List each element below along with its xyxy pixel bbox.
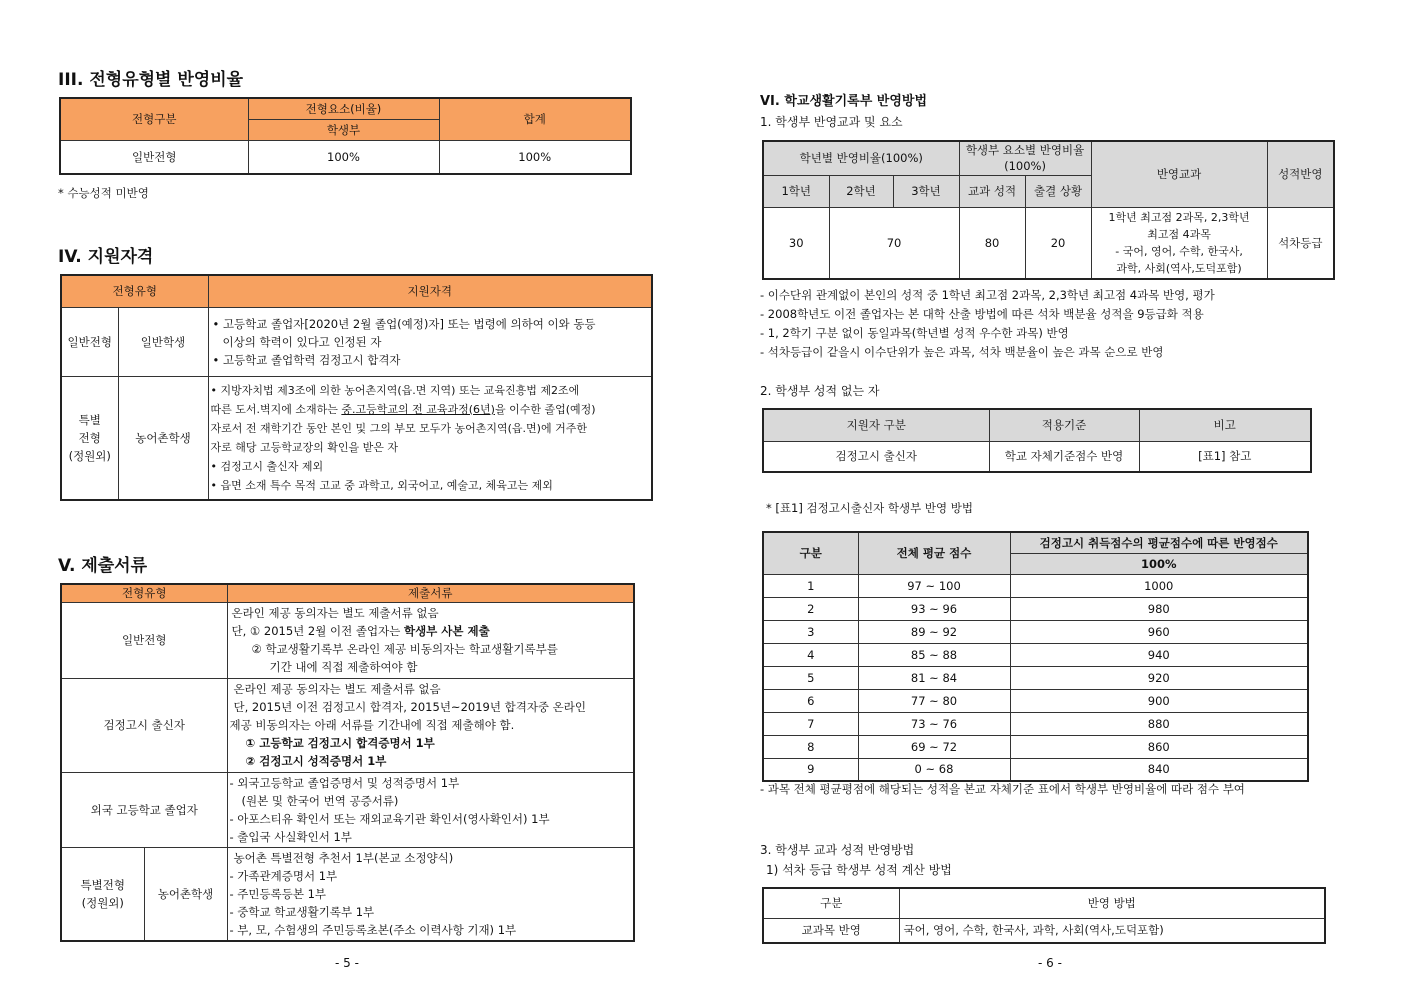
doc-line: (원본 및 한국어 번역 공증서류) [241,793,399,808]
doc-line: - 아포스티유 확인서 또는 재외교육기관 확인서(영사확인서) 1부 [229,811,550,826]
header-year-3: 3학년 [893,175,959,207]
special-line: (정원외) [81,895,124,910]
qual-line: 자로서 전 재학기간 동안 본인 및 그의 부모 모두가 농어촌지역(읍.면)에 거주한 [210,421,587,435]
special-line: 특별 [78,412,101,427]
table-row [763,620,1308,643]
cell-range: 97 ~ 100 [858,574,1010,597]
ged-rows [763,574,1308,781]
cell-rural-student: 농어촌학생 [118,376,208,500]
cell-range: 77 ~ 80 [858,689,1010,712]
qual-text: 을 이수한 졸업(예정) [494,402,596,416]
cell-general-docs [227,602,634,678]
cell-score: 960 [1010,620,1308,643]
qual-line: • 읍면 소재 특수 목적 고교 중 과학고, 외국어고, 예술고, 체육고는 제외 [210,478,553,492]
doc-line: - 주민등록등본 1부 [229,886,327,901]
table-row [763,666,1308,689]
documents-table [60,583,635,942]
cell-rural-docs [227,847,634,941]
header-year-2: 2학년 [829,175,893,207]
cell-score: 980 [1010,597,1308,620]
header-type: 전형유형 [61,275,208,307]
qual-line: • 고등학교 졸업자[2020년 2월 졸업(예정)자] 또는 법령에 의하여 이와 동등 [212,316,596,331]
cell-division: 교과목 반영 [763,918,899,943]
cell-rural-student: 농어촌학생 [144,847,227,941]
cell-applicant: 검정고시 출신자 [763,441,989,472]
cell-general: 일반전형 [61,307,118,376]
subsection-3-title: 3. 학생부 교과 성적 반영방법 [760,843,915,857]
doc-line: - 부, 모, 수험생의 주민등록초본(주소 이력사항 기재) 1부 [229,922,517,937]
subject-line: 1학년 최고점 2과목, 2,3학년 [1108,210,1250,224]
doc-bold: 학생부 사본 제출 [403,624,490,638]
cell-general-student: 일반학생 [118,307,208,376]
table-row [763,574,1308,597]
section-5-title: V. 제출서류 [58,556,148,576]
cell-range: 69 ~ 72 [858,735,1010,758]
note-line: - 1, 2학기 구분 없이 동일과목(학년별 성적 우수한 과목) 반영 [760,326,1069,340]
doc-line: - 출입국 사실확인서 1부 [229,829,352,844]
header-year-ratio: 학년별 반영비율(100%) [763,141,959,175]
header-type: 전형구분 [60,98,248,140]
qual-line: 이상의 학력이 있다고 인정된 자 [222,334,382,349]
doc-line: 온라인 제공 동의자는 별도 제출서류 없음 [233,682,441,696]
cell-ged: 검정고시 출신자 [61,678,227,772]
cell-n: 4 [763,643,858,666]
cell-n: 5 [763,666,858,689]
header-total: 합계 [439,98,631,140]
special-line: 전형 [78,430,101,445]
reflection-table [762,140,1335,280]
table-row [763,735,1308,758]
cell-score: 920 [1010,666,1308,689]
subsection-1-title: 1. 학생부 반영교과 및 요소 [760,115,903,129]
no-record-table [762,408,1312,473]
note-line: - 2008학년도 이전 졸업자는 본 대학 산출 방법에 따른 석차 백분율 성적을 9등급화 적용 [760,307,1204,321]
doc-line: 농어촌 특별전형 추천서 1부(본교 소정양식) [233,850,454,865]
qual-line: • 고등학교 졸업학력 검정고시 합격자 [212,352,401,367]
subject-line: 과학, 사회(역사,도덕포함) [1116,261,1242,275]
header-subject: 반영교과 [1091,141,1267,207]
subsection-3-1-title: 1) 석차 등급 학생부 성적 계산 방법 [766,863,952,877]
ged-table [762,531,1309,782]
cell-n: 9 [763,758,858,781]
qual-text: 따른 도서.벽지에 소재하는 [210,402,342,416]
header-attendance: 출결 상황 [1025,175,1091,207]
doc-text: 단, ① 2015년 2월 이전 졸업자는 [231,624,404,638]
ratio-table [59,97,632,175]
cell-type: 일반전형 [60,140,248,174]
cell-range: 89 ~ 92 [858,620,1010,643]
header-division: 구분 [763,888,899,918]
table-row [763,712,1308,735]
header-subject-score: 교과 성적 [959,175,1025,207]
cell-ged-docs [227,678,634,772]
note-line: - 이수단위 관계없이 본인의 성적 중 1학년 최고점 2과목, 2,3학년 최고점 4과목 반영, 평가 [760,288,1215,302]
cell-attendance: 20 [1025,207,1091,279]
cell-n: 6 [763,689,858,712]
qual-line: • 검정고시 출신자 제외 [210,459,324,473]
table-row [763,643,1308,666]
cell-score: 840 [1010,758,1308,781]
doc-bold: ① 고등학교 검정고시 합격증명서 1부 [245,736,435,750]
special-line: 특별전형 [80,877,125,892]
header-average: 전체 평균 점수 [858,532,1010,574]
cell-year-23: 70 [829,207,959,279]
special-line: (정원외) [68,448,111,463]
cell-score: 80 [959,207,1025,279]
cell-rural-qual [208,376,652,500]
subject-line: 최고점 4과목 [1147,227,1211,241]
table-row [763,689,1308,712]
header-remark: 비고 [1139,409,1311,441]
doc-line: 온라인 제공 동의자는 별도 제출서류 없음 [231,606,439,620]
page-number-left: - 5 - [335,956,359,970]
cell-total: 100% [439,140,631,174]
note-csat: * 수능성적 미반영 [58,186,149,200]
table-row [763,597,1308,620]
cell-score: 900 [1010,689,1308,712]
section-3-title: III. 전형유형별 반영비율 [58,70,244,90]
cell-n: 3 [763,620,858,643]
qualification-table [60,274,653,501]
header-qualification: 지원자격 [208,275,652,307]
notes-1 [760,286,1215,362]
cell-n: 2 [763,597,858,620]
doc-line: ② 학교생활기록부 온라인 제공 비동의자는 학교생활기록부를 [251,642,558,656]
doc-line: 제공 비동의자는 아래 서류를 기간내에 직접 제출해야 함. [229,718,515,732]
page-number-right: - 6 - [1038,956,1062,970]
doc-line: - 가족관계증명서 1부 [229,868,338,883]
cell-foreign-docs [227,772,634,847]
cell-score: 860 [1010,735,1308,758]
cell-range: 85 ~ 88 [858,643,1010,666]
cell-grade: 석차등급 [1267,207,1334,279]
doc-line: 기간 내에 직접 제출하여야 함 [269,660,418,674]
cell-n: 7 [763,712,858,735]
header-docs: 제출서류 [227,584,634,602]
header-100: 100% [1010,553,1308,574]
cell-range: 93 ~ 96 [858,597,1010,620]
cell-n: 8 [763,735,858,758]
cell-record: 100% [248,140,439,174]
cell-special [61,847,144,941]
subject-line: - 국어, 영어, 수학, 한국사, [1115,244,1243,258]
cell-n: 1 [763,574,858,597]
header-grade: 성적반영 [1267,141,1334,207]
subsection-2-title: 2. 학생부 성적 없는 자 [760,384,880,398]
ged-note: - 과목 전체 평균평점에 해당되는 성적을 본교 자체기준 표에서 학생부 반영비율에 따라 점수 부여 [760,782,1245,796]
header-reflect-score: 검정고시 취득점수의 평균점수에 따른 반영점수 [1010,532,1308,553]
cell-method: 국어, 영어, 수학, 한국사, 과학, 사회(역사,도덕포함) [899,918,1325,943]
doc-line: - 중학교 학교생활기록부 1부 [229,904,375,919]
qual-underline: 중.고등학교의 전 교육과정(6년) [341,402,495,416]
cell-range: 0 ~ 68 [858,758,1010,781]
header-year-1: 1학년 [763,175,829,207]
doc-bold: ② 검정고시 성적증명서 1부 [245,754,387,768]
header-record: 학생부 [248,119,439,140]
cell-score: 940 [1010,643,1308,666]
table-1-title: * [표1] 검정고시출신자 학생부 반영 방법 [766,501,973,515]
cell-range: 81 ~ 84 [858,666,1010,689]
cell-range: 73 ~ 76 [858,712,1010,735]
cell-year-1: 30 [763,207,829,279]
header-division: 구분 [763,532,858,574]
qual-line: • 지방자치법 제3조에 의한 농어촌지역(읍.면 지역) 또는 교육진흥법 제2조에 [210,383,580,397]
header-method: 반영 방법 [899,888,1325,918]
doc-line: - 외국고등학교 졸업증명서 및 성적증명서 1부 [229,775,460,790]
header-criteria: 적용기준 [989,409,1139,441]
cell-special [61,376,118,500]
cell-remark: [표1] 참고 [1139,441,1311,472]
qual-line: 자로 해당 고등학교장의 확인을 받은 자 [210,440,398,454]
cell-foreign: 외국 고등학교 졸업자 [61,772,227,847]
cell-general-qual [208,307,652,376]
cell-general: 일반전형 [61,602,227,678]
cell-subjects [1091,207,1267,279]
cell-criteria: 학교 자체기준점수 반영 [989,441,1139,472]
doc-line: 단, 2015년 이전 검정고시 합격자, 2015년~2019년 합격자중 온라인 [233,700,587,714]
section-4-title: IV. 지원자격 [58,247,154,267]
header-element-ratio: 학생부 요소별 반영비율(100%) [959,141,1091,175]
cell-score: 880 [1010,712,1308,735]
header-type: 전형유형 [61,584,227,602]
cell-score: 1000 [1010,574,1308,597]
header-applicant: 지원자 구분 [763,409,989,441]
section-6-title: VI. 학교생활기록부 반영방법 [760,94,928,109]
header-elements: 전형요소(비율) [248,98,439,119]
table-row [763,758,1308,781]
note-line: - 석차등급이 같을시 이수단위가 높은 과목, 석차 백분율이 높은 과목 순으로 반영 [760,345,1164,359]
calc-method-table [762,887,1326,944]
